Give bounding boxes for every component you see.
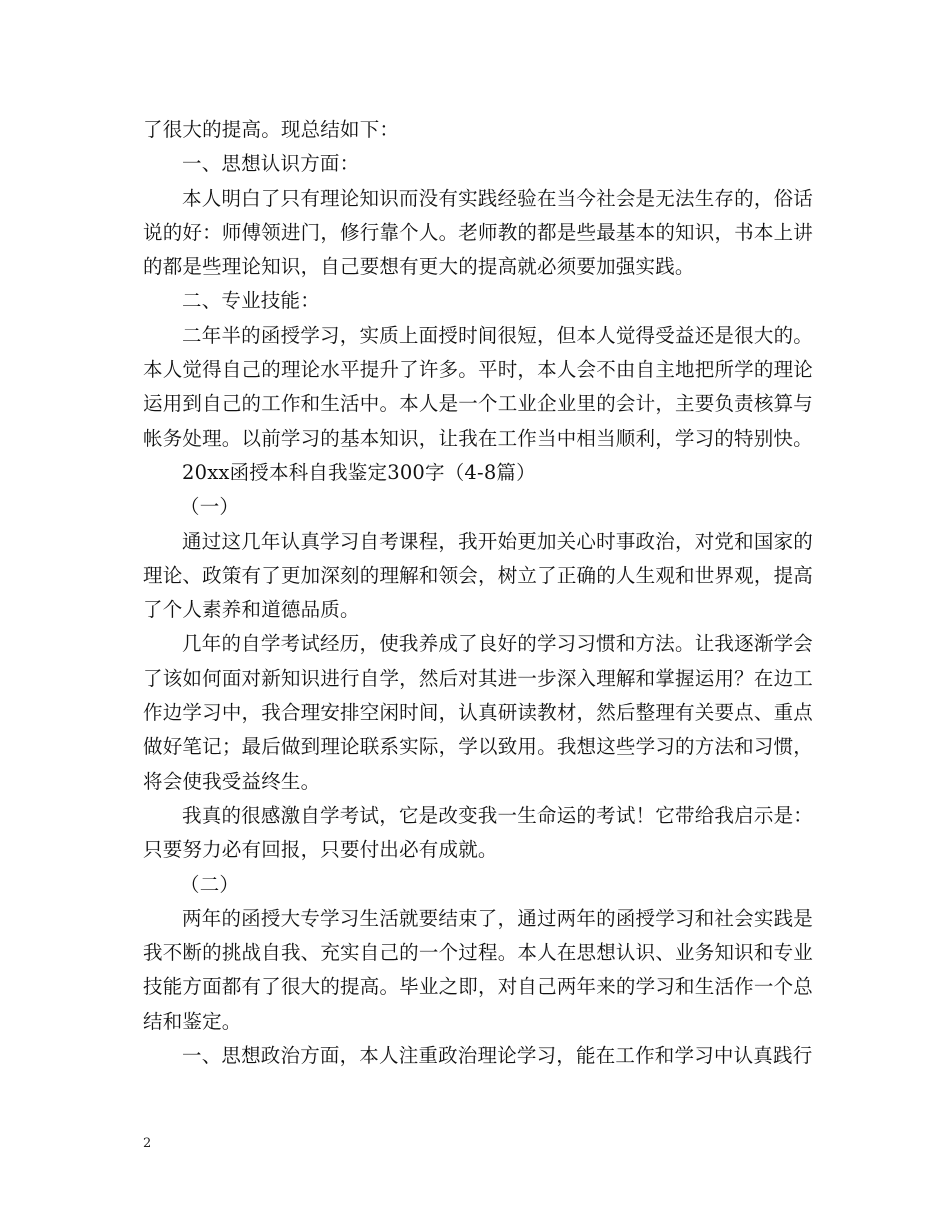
subsection-marker-one: （一） xyxy=(180,495,240,519)
paragraph-study-habits: 几年的自学考试经历，使我养成了良好的学习习惯和方法。让我逐渐学会了该如何面对新知识进行自学，然后对其进一步深入理解和掌握运用？在边工作边学习中，我合理安排空闲时间，认真研读教材，然后整理有关要点、重点做好笔记；最后做到理论联系实际，学以致用。我想这些学习的方法和习惯，将会使我受益终生。 xyxy=(143,632,813,793)
section-title: 20xx函授本科自我鉴定300字（4-8篇） xyxy=(182,460,536,484)
paragraph-college-study: 两年的函授大专学习生活就要结束了，通过两年的函授学习和社会实践是我不断的挑战自我、充实自己的一个过程。本人在思想认识、业务知识和专业技能方面都有了很大的提高。毕业之即，对自己两年来的学习和生活作一个总结和鉴定。 xyxy=(143,906,813,1033)
paragraph-correspondence-study: 二年半的函授学习，实质上面授时间很短，但本人觉得受益还是很大的。本人觉得自己的理论水平提升了许多。平时，本人会不由自主地把所学的理论运用到自己的工作和生活中。本人是一个工业企业里的会计，主要负责核算与帐务处理。以前学习的基本知识，让我在工作当中相当顺利，学习的特别快。 xyxy=(143,323,813,450)
paragraph-political-thought: 一、思想政治方面，本人注重政治理论学习，能在工作和学习中认真践行 xyxy=(182,1044,813,1068)
paragraph-theory-practice: 本人明白了只有理论知识而没有实践经验在当今社会是无法生存的，俗话说的好：师傅领进门，修行靠个人。老师教的都是些最基本的知识，书本上讲的都是些理论知识，自己要想有更大的提高就必须要加强实践。 xyxy=(143,186,813,279)
paragraph-self-study-politics: 通过这几年认真学习自考课程，我开始更加关心时事政治，对党和国家的理论、政策有了更加深刻的理解和领会，树立了正确的人生观和世界观，提高了个人素养和道德品质。 xyxy=(143,529,813,622)
page-number: 2 xyxy=(143,1136,152,1151)
heading-thought-awareness: 一、思想认识方面： xyxy=(182,152,360,176)
paragraph-continuation: 了很大的提高。现总结如下： xyxy=(143,118,400,141)
subsection-marker-two: （二） xyxy=(180,872,240,896)
document-body xyxy=(143,113,813,1073)
paragraph-gratitude: 我真的很感激自学考试，它是改变我一生命运的考试！它带给我启示是：只要努力必有回报，只要付出必有成就。 xyxy=(143,803,813,862)
heading-professional-skills: 二、专业技能： xyxy=(182,289,320,313)
